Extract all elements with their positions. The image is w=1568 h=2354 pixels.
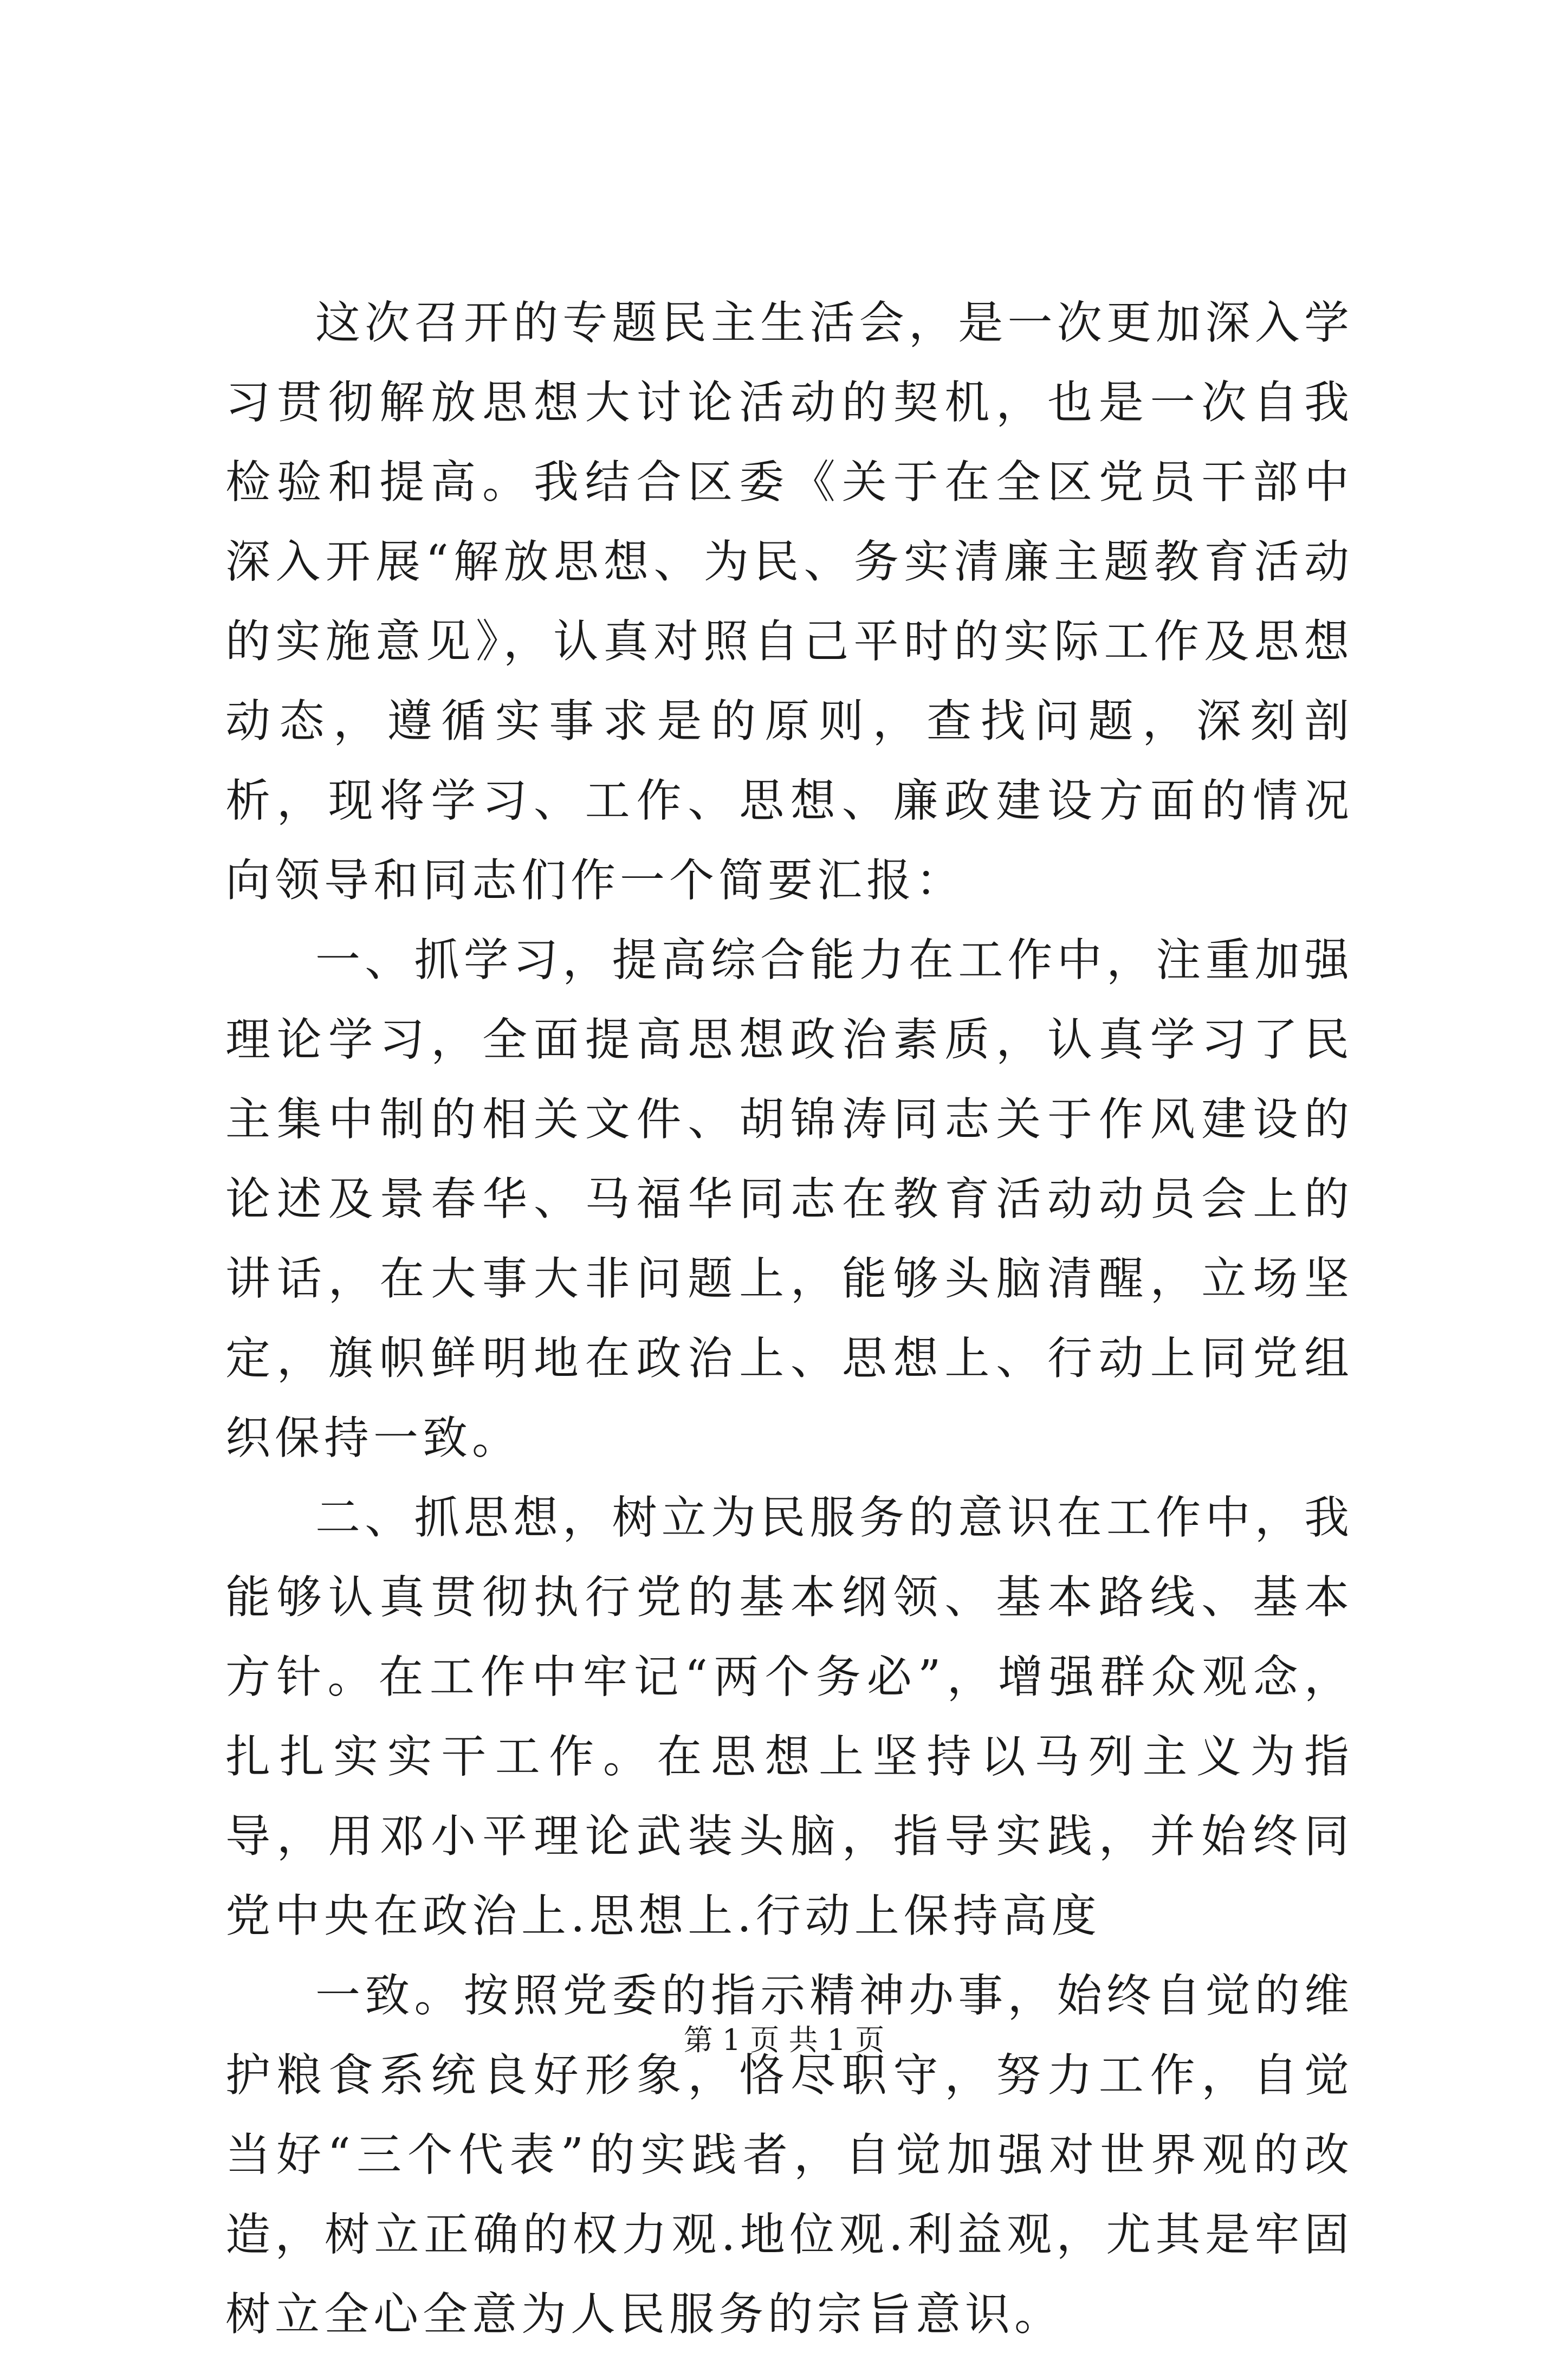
paragraph-intro: 这次召开的专题民主生活会，是一次更加深入学习贯彻解放思想大讨论活动的契机，也是一次自我检验和提高。我结合区委《关于在全区党员干部中深入开展“解放思想、为民、务实清廉主题教育活动的实施意见》，认真对照自己平时的实际工作及思想动态，遵循实事求是的原则，查找问题，深刻剖析，现将学习、工作、思想、廉政建设方面的情况向领导和同志们作一个简要汇报： — [225, 296, 1353, 907]
paragraph-study: 一、抓学习，提高综合能力在工作中，注重加强理论学习，全面提高思想政治素质，认真学习了民主集中制的相关文件、胡锦涛同志关于作风建设的论述及景春华、马福华同志在教育活动动员会上的讲话，在大事大非问题上，能够头脑清醒，立场坚定，旗帜鲜明地在政治上、思想上、行动上同党组织保持一致。 — [225, 934, 1353, 1464]
paragraph-continuation: 一致。按照党委的指示精神办事，始终自觉的维护粮食系统良好形象，恪尽职守，努力工作，自觉当好“三个代表”的实践者，自觉加强对世界观的改造，树立正确的权力观.地位观.利益观，尤其是牢固树立全心全意为人民服务的宗旨意识。 — [225, 1969, 1353, 2340]
paragraph-thought: 二、抓思想，树立为民服务的意识在工作中，我能够认真贯彻执行党的基本纲领、基本路线、基本方针。在工作中牢记“两个务必”，增强群众观念，扎扎实实干工作。在思想上坚持以马列主义为指导，用邓小平理论武装头脑，指导实践，并始终同党中央在政治上.思想上.行动上保持高度 — [225, 1491, 1353, 1942]
page-footer: 第 1 页 共 1 页 — [683, 2023, 885, 2057]
